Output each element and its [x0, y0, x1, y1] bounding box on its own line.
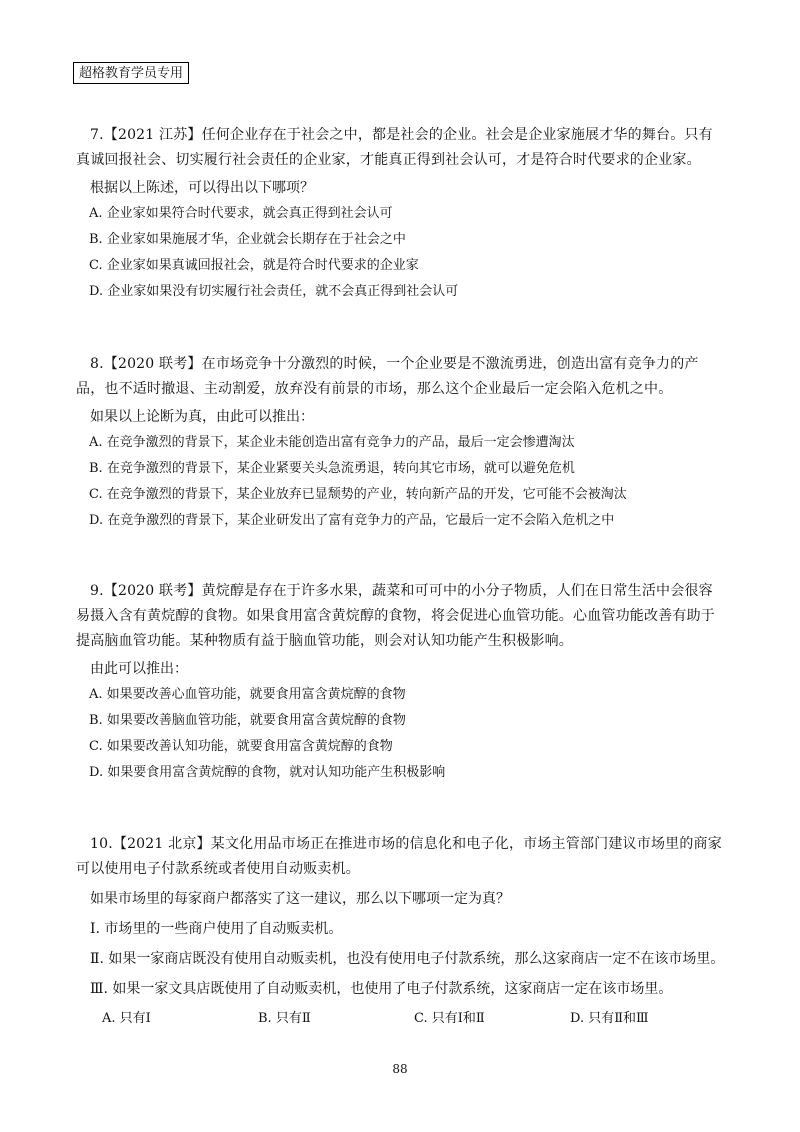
question-stem: 8.【2020 联考】在市场竞争十分激烈的时候，一个企业要是不激流勇进，创造出富有竞争力的产品，也不适时撤退、主动割爱，放弃没有前景的市场，那么这个企业最后一定会陷入危机之中。	[76, 356, 699, 397]
page-number: 88	[392, 1062, 408, 1076]
option-a: A. 在竞争激烈的背景下，某企业未能创造出富有竞争力的产品，最后一定会惨遭淘汰	[89, 435, 575, 450]
question-9	[76, 579, 724, 786]
option-d: D. 企业家如果没有切实履行社会责任，就不会真正得到社会认可	[89, 284, 459, 299]
option-d: D. 在竞争激烈的背景下，某企业研发出了富有竞争力的产品，它最后一定不会陷入危机之中	[89, 513, 615, 528]
option-c: C. 在竞争激烈的背景下，某企业放弃已显颓势的产业，转向新产品的开发，它可能不会被淘汰	[89, 487, 627, 502]
option-a: A. 企业家如果符合时代要求，就会真正得到社会认可	[89, 206, 393, 221]
question-stem: 7.【2021 江苏】任何企业存在于社会之中，都是社会的企业。社会是企业家施展才华的舞台。只有真诚回报社会、切实履行社会责任的企业家，才能真正得到社会认可，才是符合时代要求的企业家。	[76, 127, 713, 168]
question-stem: 10.【2021 北京】某文化用品市场正在推进市场的信息化和电子化，市场主管部门建议市场里的商家可以使用电子付款系统或者使用自动贩卖机。	[76, 836, 722, 877]
option-b: B. 企业家如果施展才华，企业就会长期存在于社会之中	[89, 232, 406, 247]
option-c: C. 企业家如果真诚回报社会，就是符合时代要求的企业家	[89, 258, 419, 273]
question-prompt: 由此可以推出：	[90, 661, 188, 677]
inline-options	[76, 1006, 724, 1032]
question-8	[76, 352, 724, 534]
statement-1: Ⅰ. 市场里的一些商户使用了自动贩卖机。	[90, 921, 343, 937]
option-d: D. 如果要食用富含黄烷醇的食物，就对认知功能产生积极影响	[89, 765, 446, 780]
option-d: D. 只有Ⅱ和Ⅲ	[570, 1011, 649, 1026]
question-prompt: 如果以上论断为真，由此可以推出：	[90, 409, 314, 425]
question-stem: 9.【2020 联考】黄烷醇是存在于许多水果，蔬菜和可可中的小分子物质，人们在日常生活中会很容易摄入含有黄烷醇的食物。如果食用富含黄烷醇的食物，将会促进心血管功能。心血管功能改善有助于提高脑血管功能。某种物质有益于脑血管功能，则会对认知功能产生积极影响。	[76, 583, 715, 649]
question-prompt: 根据以上陈述，可以得出以下哪项？	[90, 180, 314, 196]
option-c: C. 如果要改善认知功能，就要食用富含黄烷醇的食物	[89, 739, 393, 754]
question-10	[76, 832, 724, 1032]
option-b: B. 在竞争激烈的背景下，某企业紧要关头急流勇退，转向其它市场，就可以避免危机	[89, 461, 575, 476]
question-prompt: 如果市场里的每家商户都落实了这一建议，那么以下哪项一定为真？	[90, 891, 510, 907]
option-b: B. 只有Ⅱ	[258, 1011, 311, 1026]
option-b: B. 如果要改善脑血管功能，就要食用富含黄烷醇的食物	[89, 713, 406, 728]
statement-2: Ⅱ. 如果一家商店既没有使用自动贩卖机，也没有使用电子付款系统，那么这家商店一定不在该市场里。	[90, 951, 725, 967]
statement-3: Ⅲ. 如果一家文具店既使用了自动贩卖机，也使用了电子付款系统，这家商店一定在该市场里。	[90, 981, 673, 997]
header-tag: 超格教育学员专用	[73, 62, 189, 84]
question-7	[76, 123, 724, 305]
option-c: C. 只有Ⅰ和Ⅱ	[414, 1011, 485, 1026]
option-a: A. 如果要改善心血管功能，就要食用富含黄烷醇的食物	[89, 687, 406, 702]
option-a: A. 只有Ⅰ	[102, 1011, 151, 1026]
